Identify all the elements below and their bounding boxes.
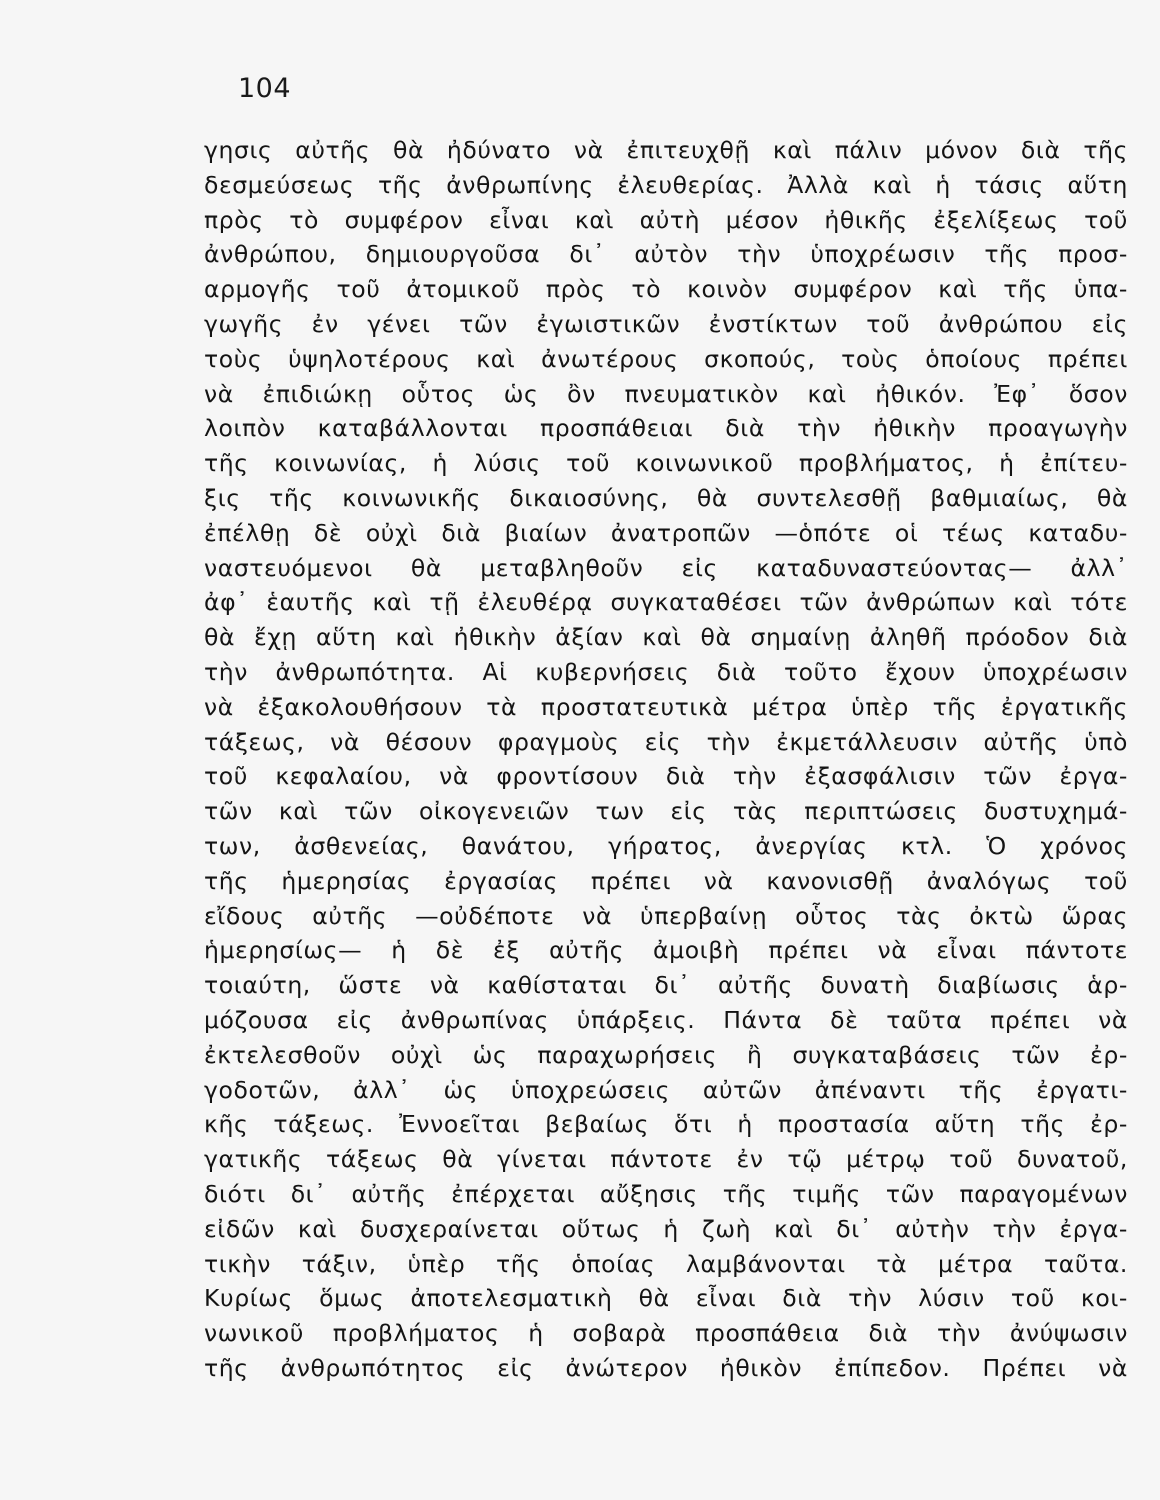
text-line: Κυρίως ὅμως ἀποτελεσματικὴ θὰ εἶναι διὰ τὴν λύσιν τοῦ κοι- xyxy=(204,1284,1128,1313)
text-line: εἰδῶν καὶ δυσχεραίνεται οὕτως ἡ ζωὴ καὶ δι᾽ αὐτὴν τὴν ἐργα- xyxy=(204,1214,1128,1243)
text-line: κῆς τάξεως. Ἐννοεῖται βεβαίως ὅτι ἡ προστασία αὕτη τῆς ἐρ- xyxy=(204,1110,1128,1139)
text-line: ἀφ᾽ ἑαυτῆς καὶ τῇ ἐλευθέρᾳ συγκαταθέσει τῶν ἀνθρώπων καὶ τότε xyxy=(204,588,1128,617)
text-line: εἴδους αὐτῆς —οὐδέποτε νὰ ὑπερβαίνῃ οὗτος τὰς ὀκτὼ ὥρας xyxy=(204,901,1128,930)
page-number: 104 xyxy=(238,73,292,104)
text-line: γοδοτῶν, ἀλλ᾽ ὡς ὑποχρεώσεις αὐτῶν ἀπέναντι τῆς ἐργατι- xyxy=(204,1075,1128,1104)
text-line: ἡμερησίως— ἡ δὲ ἐξ αὐτῆς ἀμοιβὴ πρέπει νὰ εἶναι πάντοτε xyxy=(204,936,1128,965)
text-line: ναστευόμενοι θὰ μεταβληθοῦν εἰς καταδυναστεύοντας— ἀλλ᾽ xyxy=(204,553,1128,582)
text-line: τῆς ἡμερησίας ἐργασίας πρέπει νὰ κανονισθῇ ἀναλόγως τοῦ xyxy=(204,866,1128,895)
text-line: τῆς κοινωνίας, ἡ λύσις τοῦ κοινωνικοῦ προβλήματος, ἡ ἐπίτευ- xyxy=(204,449,1128,478)
text-line: τῶν καὶ τῶν οἰκογενειῶν των εἰς τὰς περιπτώσεις δυστυχημά- xyxy=(204,797,1128,826)
text-line: νὰ ἐξακολουθήσουν τὰ προστατευτικὰ μέτρα ὑπὲρ τῆς ἐργατικῆς xyxy=(204,692,1128,721)
text-line: πρὸς τὸ συμφέρον εἶναι καὶ αὐτὴ μέσον ἠθικῆς ἐξελίξεως τοῦ xyxy=(204,205,1128,234)
text-line: τάξεως, νὰ θέσουν φραγμοὺς εἰς τὴν ἐκμετάλλευσιν αὐτῆς ὑπὸ xyxy=(204,727,1128,756)
text-line: γωγῆς ἐν γένει τῶν ἐγωιστικῶν ἐνστίκτων τοῦ ἀνθρώπου εἰς xyxy=(204,309,1128,338)
text-line: τοὺς ὑψηλοτέρους καὶ ἀνωτέρους σκοπούς, τοὺς ὁποίους πρέπει xyxy=(204,344,1128,373)
text-line: τοιαύτη, ὥστε νὰ καθίσταται δι᾽ αὐτῆς δυνατὴ διαβίωσις ἁρ- xyxy=(204,971,1128,1000)
text-line: γατικῆς τάξεως θὰ γίνεται πάντοτε ἐν τῷ μέτρῳ τοῦ δυνατοῦ, xyxy=(204,1145,1128,1174)
text-line: γησις αὐτῆς θὰ ἠδύνατο νὰ ἐπιτευχθῇ καὶ πάλιν μόνον διὰ τῆς xyxy=(204,136,1128,164)
text-line: ἀνθρώπου, δημιουργοῦσα δι᾽ αὐτὸν τὴν ὑποχρέωσιν τῆς προσ- xyxy=(204,240,1128,269)
text-line: μόζουσα εἰς ἀνθρωπίνας ὑπάρξεις. Πάντα δὲ ταῦτα πρέπει νὰ xyxy=(204,1005,1128,1034)
body-text xyxy=(204,133,1128,1386)
text-line: λοιπὸν καταβάλλονται προσπάθειαι διὰ τὴν ἠθικὴν προαγωγὴν xyxy=(204,414,1128,443)
text-line: τικὴν τάξιν, ὑπὲρ τῆς ὁποίας λαμβάνονται τὰ μέτρα ταῦτα. xyxy=(204,1249,1128,1278)
text-line: τοῦ κεφαλαίου, νὰ φροντίσουν διὰ τὴν ἐξασφάλισιν τῶν ἐργα- xyxy=(204,762,1128,791)
text-line: ἐκτελεσθοῦν οὐχὶ ὡς παραχωρήσεις ἢ συγκαταβάσεις τῶν ἐρ- xyxy=(204,1040,1128,1069)
text-line: αρμογῆς τοῦ ἀτομικοῦ πρὸς τὸ κοινὸν συμφέρον καὶ τῆς ὑπα- xyxy=(204,275,1128,304)
text-line: διότι δι᾽ αὐτῆς ἐπέρχεται αὔξησις τῆς τιμῆς τῶν παραγομένων xyxy=(204,1179,1128,1208)
text-line: τὴν ἀνθρωπότητα. Αἱ κυβερνήσεις διὰ τοῦτο ἔχουν ὑποχρέωσιν xyxy=(204,657,1128,686)
text-line: νωνικοῦ προβλήματος ἡ σοβαρὰ προσπάθεια διὰ τὴν ἀνύψωσιν xyxy=(204,1319,1128,1348)
text-line: τῆς ἀνθρωπότητος εἰς ἀνώτερον ἠθικὸν ἐπίπεδον. Πρέπει νὰ xyxy=(204,1353,1128,1382)
text-line: νὰ ἐπιδιώκῃ οὗτος ὡς ὂν πνευματικὸν καὶ ἠθικόν. Ἐφ᾽ ὅσον xyxy=(204,379,1128,408)
text-line: θὰ ἔχῃ αὕτη καὶ ἠθικὴν ἀξίαν καὶ θὰ σημαίνῃ ἀληθῆ πρόοδον διὰ xyxy=(204,623,1128,652)
text-line: ἐπέλθῃ δὲ οὐχὶ διὰ βιαίων ἀνατροπῶν —ὁπότε οἱ τέως καταδυ- xyxy=(204,518,1128,547)
text-line: των, ἀσθενείας, θανάτου, γήρατος, ἀνεργίας κτλ. Ὁ χρόνος xyxy=(204,831,1128,860)
text-line: δεσμεύσεως τῆς ἀνθρωπίνης ἐλευθερίας. Ἀλλὰ καὶ ἡ τάσις αὕτη xyxy=(204,170,1128,199)
text-line: ξις τῆς κοινωνικῆς δικαιοσύνης, θὰ συντελεσθῇ βαθμιαίως, θὰ xyxy=(204,483,1128,512)
